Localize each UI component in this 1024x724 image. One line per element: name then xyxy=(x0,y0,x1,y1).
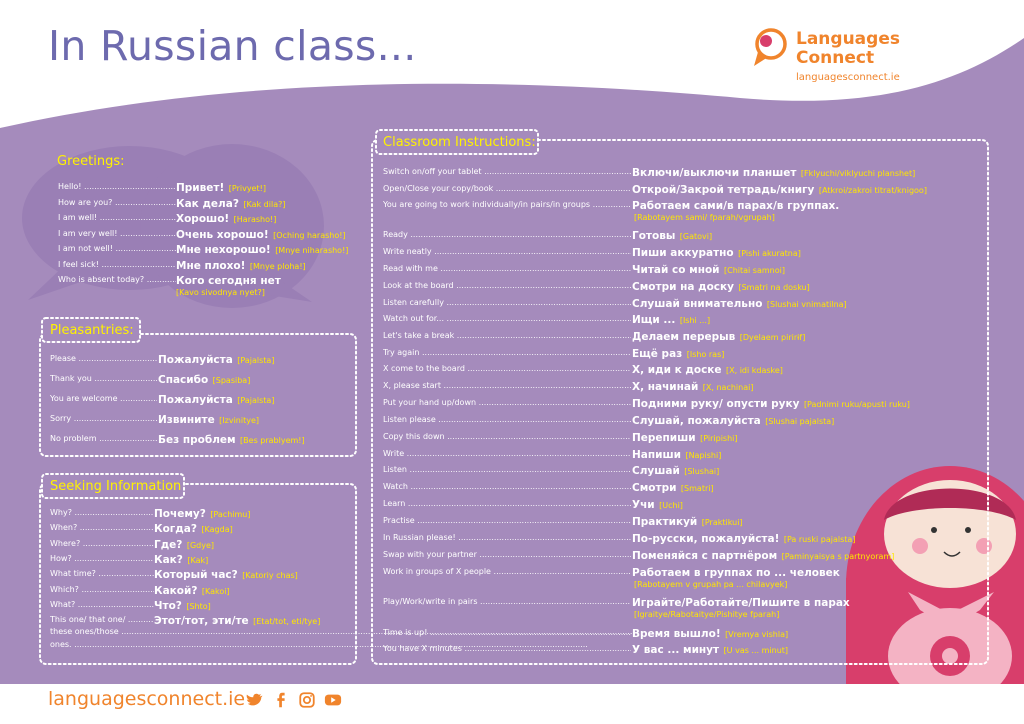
transliteration: [Bes prablyem!] xyxy=(240,436,305,445)
classroom-instruction-row xyxy=(383,263,983,277)
instagram-icon[interactable] xyxy=(298,691,316,709)
greeting-row xyxy=(58,197,358,211)
classroom-instruction-row xyxy=(383,297,983,311)
english-phrase: Switch on/off your tablet ..... xyxy=(383,166,631,178)
russian-phrase: Время вышло! xyxy=(632,628,721,640)
transliteration: [Praktikui] xyxy=(701,518,743,527)
classroom-instruction-row xyxy=(383,481,983,495)
youtube-icon[interactable] xyxy=(324,691,342,709)
seeking-information-title: Seeking Information xyxy=(50,479,182,494)
transliteration: [Pa ruski pajalsta] xyxy=(783,535,856,544)
english-phrase: Listen ..... xyxy=(383,464,631,476)
brand-logo xyxy=(752,26,912,92)
seeking-extra-line-1: these ones/those ..... xyxy=(50,626,635,638)
pleasantry-row xyxy=(50,413,350,427)
transliteration: [Fklyuchi/viklyuchi planshet] xyxy=(800,169,916,178)
seeking-info-row xyxy=(50,584,350,598)
transliteration: [Harasho!] xyxy=(233,215,277,224)
russian-phrase: Работаем сами/в парах/в группах. xyxy=(632,200,840,212)
transliteration: [Privyet!] xyxy=(228,184,266,193)
english-phrase: Copy this down ..... xyxy=(383,431,631,443)
transliteration: [Pachimu] xyxy=(210,510,251,519)
english-phrase: Which? ..... xyxy=(50,584,154,596)
transliteration: [Pishi akuratna] xyxy=(738,249,801,258)
classroom-instruction-row xyxy=(383,229,983,243)
russian-phrase: Какой? xyxy=(154,584,198,597)
transliteration: [Katoriy chas] xyxy=(242,571,298,581)
english-phrase: Why? ..... xyxy=(50,507,154,519)
english-phrase: Write neatly ..... xyxy=(383,246,631,258)
classroom-instruction-row xyxy=(383,549,983,563)
russian-phrase: Ещё раз xyxy=(632,348,683,360)
english-phrase: Watch ..... xyxy=(383,481,631,493)
classroom-instruction-row xyxy=(383,363,983,377)
speech-bubble-logo-icon xyxy=(752,26,792,70)
page-title: In Russian class... xyxy=(48,22,417,70)
english-phrase: No problem ..... xyxy=(50,433,157,445)
twitter-icon[interactable] xyxy=(246,691,264,709)
english-phrase: Read with me ..... xyxy=(383,263,631,275)
english-phrase: I am very well! ..... xyxy=(58,228,176,240)
english-phrase: How are you? ..... xyxy=(58,197,176,209)
transliteration: [Etat/tot, eti/tye] xyxy=(253,617,321,627)
russian-phrase: Слушай xyxy=(632,465,680,477)
transliteration: [Rabotayem v grupah pa ... chilavyek] xyxy=(634,580,788,589)
russian-phrase: X, иди к доске xyxy=(632,364,722,376)
russian-phrase: Почему? xyxy=(154,508,206,520)
russian-phrase: Делаем перерыв xyxy=(632,331,736,343)
russian-phrase: Пожалуйста xyxy=(158,354,233,366)
transliteration: [Gatovi] xyxy=(679,232,713,241)
footer-url: languagesconnect.ie xyxy=(48,688,246,710)
classroom-instruction-row xyxy=(383,347,983,361)
greetings-title: Greetings: xyxy=(57,154,125,169)
english-phrase: Open/Close your copy/book ..... xyxy=(383,183,631,195)
russian-phrase: Готовы xyxy=(632,230,676,242)
russian-phrase: Очень хорошо! xyxy=(176,228,269,241)
transliteration: [Kakoi] xyxy=(201,586,230,596)
english-phrase: Listen please ..... xyxy=(383,414,631,426)
english-phrase: Time is up! ..... xyxy=(383,627,631,639)
greeting-row xyxy=(58,212,358,226)
classroom-instruction-row xyxy=(383,246,983,260)
transliteration: [Padnimi ruku/apusti ruku] xyxy=(803,400,910,409)
seeking-extra-line-2: ones. ..... xyxy=(50,639,588,651)
russian-phrase: X, начинай xyxy=(632,381,699,393)
pleasantry-row xyxy=(50,373,350,387)
seeking-info-row xyxy=(50,599,350,613)
russian-phrase: Перепиши xyxy=(632,432,696,444)
english-phrase: Look at the board ..... xyxy=(383,280,631,292)
english-phrase: Let's take a break ..... xyxy=(383,330,631,342)
pleasantry-row xyxy=(50,393,350,407)
russian-phrase: Открой/Закрой тетрадь/книгу xyxy=(632,184,815,196)
greeting-row xyxy=(58,243,358,257)
transliteration: [Kak dila?] xyxy=(243,199,286,209)
russian-phrase: У вас ... минут xyxy=(632,644,720,656)
classroom-instruction-row xyxy=(383,566,983,589)
russian-phrase: Ищи ... xyxy=(632,314,676,326)
english-phrase: Try again ..... xyxy=(383,347,631,359)
russian-phrase: Извините xyxy=(158,414,215,426)
seeking-info-row xyxy=(50,553,350,567)
transliteration: [Dyelaem pirirɨf] xyxy=(739,333,806,342)
english-phrase: I feel sick! ..... xyxy=(58,259,176,271)
logo-line-2: Connect xyxy=(796,48,875,68)
transliteration: [Igraitye/Rabotaitye/Pishitye fparah] xyxy=(634,610,780,619)
english-phrase: You are going to work individually/in pairs/in groups ..... xyxy=(383,199,631,211)
english-phrase: Ready ..... xyxy=(383,229,631,241)
russian-phrase: Кого сегодня нет xyxy=(176,275,281,287)
classroom-instruction-row xyxy=(383,199,983,222)
english-phrase: When? ..... xyxy=(50,522,154,534)
english-phrase: Practise ..... xyxy=(383,515,631,527)
classroom-instruction-row xyxy=(383,643,983,657)
english-phrase: Write ..... xyxy=(383,448,631,460)
russian-phrase: Учи xyxy=(632,499,655,511)
classroom-instruction-row xyxy=(383,313,983,327)
transliteration: [Slushai vnimatilna] xyxy=(766,300,847,309)
english-phrase: I am well! ..... xyxy=(58,212,176,224)
transliteration: [Pajalsta] xyxy=(237,396,275,405)
pleasantry-row xyxy=(50,433,350,447)
transliteration: [Vremya vishla] xyxy=(725,630,789,639)
classroom-instruction-row xyxy=(383,627,983,641)
transliteration: [Izvinitye] xyxy=(219,416,260,425)
classroom-instruction-row xyxy=(383,532,983,546)
transliteration: [Uchi] xyxy=(659,501,683,510)
russian-phrase: Поменяйся с партнёром xyxy=(632,550,778,562)
transliteration: [Chitai samnoi] xyxy=(723,266,785,275)
transliteration: [Ishi ...] xyxy=(679,316,711,325)
russian-phrase: Как дела? xyxy=(176,197,239,210)
russian-phrase: Практикуй xyxy=(632,516,698,528)
transliteration: [X, nachinai] xyxy=(702,383,754,392)
english-phrase: Who is absent today? ..... xyxy=(58,274,176,286)
english-phrase: X, please start ..... xyxy=(383,380,631,392)
russian-phrase: Смотри xyxy=(632,482,677,494)
greeting-row xyxy=(58,259,358,273)
transliteration: [Atkroi/zakroi titrat/knigoo] xyxy=(818,186,927,195)
classroom-instruction-row xyxy=(383,431,983,445)
seeking-info-row xyxy=(50,522,350,536)
english-phrase: What? ..... xyxy=(50,599,154,611)
english-phrase: Watch out for... ..... xyxy=(383,313,631,325)
russian-phrase: Слушай, пожалуйста xyxy=(632,415,761,427)
russian-phrase: Подними руку/ опусти руку xyxy=(632,398,800,410)
russian-phrase: Напиши xyxy=(632,449,681,461)
transliteration: [Pajalsta] xyxy=(237,356,275,365)
classroom-instruction-row xyxy=(383,464,983,478)
english-phrase: Sorry ..... xyxy=(50,413,157,425)
transliteration: [Kavo sivodnya nyet?] xyxy=(176,288,265,297)
transliteration: [Paminyaisya s partnyoram] xyxy=(781,552,895,561)
transliteration: [Oching harasho!] xyxy=(273,230,346,240)
russian-phrase: Что? xyxy=(154,599,182,612)
russian-phrase: Этот/тот, эти/те xyxy=(154,615,249,628)
english-phrase: X come to the board ..... xyxy=(383,363,631,375)
transliteration: [Isho ras] xyxy=(686,350,725,359)
classroom-instruction-row xyxy=(383,515,983,529)
russian-phrase: Мне плохо! xyxy=(176,259,246,272)
transliteration: [Slushai] xyxy=(684,467,720,476)
transliteration: [Mnye ploha!] xyxy=(249,261,306,271)
russian-phrase: Как? xyxy=(154,553,183,566)
classroom-instruction-row xyxy=(383,596,983,619)
transliteration: [Mnye niharasho!] xyxy=(275,246,349,255)
russian-phrase: Работаем в группах по ... человек xyxy=(632,567,840,579)
classroom-instruction-row xyxy=(383,498,983,512)
classroom-instruction-row xyxy=(383,397,983,411)
classroom-instructions-title: Classroom Instructions: xyxy=(383,135,536,150)
russian-phrase: Смотри на доску xyxy=(632,281,735,293)
russian-phrase: Спасибо xyxy=(158,374,209,386)
english-phrase: What time? ..... xyxy=(50,568,154,580)
transliteration: [Napishi] xyxy=(685,451,722,460)
classroom-instruction-row xyxy=(383,448,983,462)
transliteration: [Piripishi] xyxy=(700,434,738,443)
russian-phrase: Читай со мной xyxy=(632,264,720,276)
russian-phrase: Слушай внимательно xyxy=(632,298,763,310)
transliteration: [Smatri na dosku] xyxy=(738,283,810,292)
english-phrase: Play/Work/write in pairs ..... xyxy=(383,596,631,608)
russian-phrase: Хорошо! xyxy=(176,213,230,225)
english-phrase: Please ..... xyxy=(50,353,157,365)
logo-wordmark xyxy=(796,30,900,68)
transliteration: [U vas ... minut] xyxy=(723,646,789,655)
russian-phrase: Где? xyxy=(154,538,183,551)
transliteration: [Kagda] xyxy=(201,525,233,535)
transliteration: [X, idi kdaske] xyxy=(726,366,783,375)
classroom-instruction-row xyxy=(383,280,983,294)
classroom-instruction-row xyxy=(383,380,983,394)
transliteration: [Shto] xyxy=(186,601,211,611)
english-phrase: You have X minutes ..... xyxy=(383,643,631,655)
english-phrase: How? ..... xyxy=(50,553,154,565)
greeting-row xyxy=(58,274,358,297)
logo-line-1: Languages xyxy=(796,29,900,49)
english-phrase: Work in groups of X people ..... xyxy=(383,566,631,578)
russian-phrase: Пожалуйста xyxy=(158,394,233,406)
pleasantry-row xyxy=(50,353,350,367)
english-phrase: I am not well! ..... xyxy=(58,243,176,255)
facebook-icon[interactable] xyxy=(272,691,290,709)
russian-phrase: Включи/выключи планшет xyxy=(632,167,797,179)
transliteration: [Kak] xyxy=(187,555,209,565)
russian-phrase: Играйте/Работайте/Пишите в парах xyxy=(632,597,850,609)
transliteration: [Rabotayem sami/ fparah/vgrupah] xyxy=(634,213,775,222)
transliteration: [Spasiba] xyxy=(212,376,251,385)
english-phrase: Where? ..... xyxy=(50,538,154,550)
english-phrase: Learn ..... xyxy=(383,498,631,510)
greeting-row xyxy=(58,228,358,242)
russian-phrase: Который час? xyxy=(154,569,238,582)
classroom-instruction-row xyxy=(383,414,983,428)
english-phrase: Swap with your partner ..... xyxy=(383,549,631,561)
greeting-row xyxy=(58,181,358,195)
english-phrase: Put your hand up/down ..... xyxy=(383,397,631,409)
transliteration: [Gdye] xyxy=(186,540,215,550)
russian-phrase: По-русски, пожалуйста! xyxy=(632,533,780,545)
transliteration: [Smatri] xyxy=(680,484,714,493)
classroom-instruction-row xyxy=(383,166,983,180)
seeking-info-row xyxy=(50,538,350,552)
classroom-instruction-row xyxy=(383,330,983,344)
transliteration: [Slushai pajalsta] xyxy=(765,417,835,426)
russian-phrase: Мне нехорошо! xyxy=(176,244,271,256)
english-phrase: Listen carefully ..... xyxy=(383,297,631,309)
russian-phrase: Привет! xyxy=(176,182,225,194)
english-phrase: This one/ that one/ ..... xyxy=(50,614,154,626)
russian-phrase: Пиши аккуратно xyxy=(632,247,734,259)
pleasantries-title: Pleasantries: xyxy=(50,323,134,338)
english-phrase: You are welcome ..... xyxy=(50,393,157,405)
russian-phrase: Когда? xyxy=(154,523,197,536)
logo-url: languagesconnect.ie xyxy=(796,72,900,83)
english-phrase: Hello! ..... xyxy=(58,181,176,193)
english-phrase: In Russian please! ..... xyxy=(383,532,631,544)
classroom-instruction-row xyxy=(383,183,983,197)
russian-phrase: Без проблем xyxy=(158,434,236,446)
english-phrase: Thank you ..... xyxy=(50,373,157,385)
